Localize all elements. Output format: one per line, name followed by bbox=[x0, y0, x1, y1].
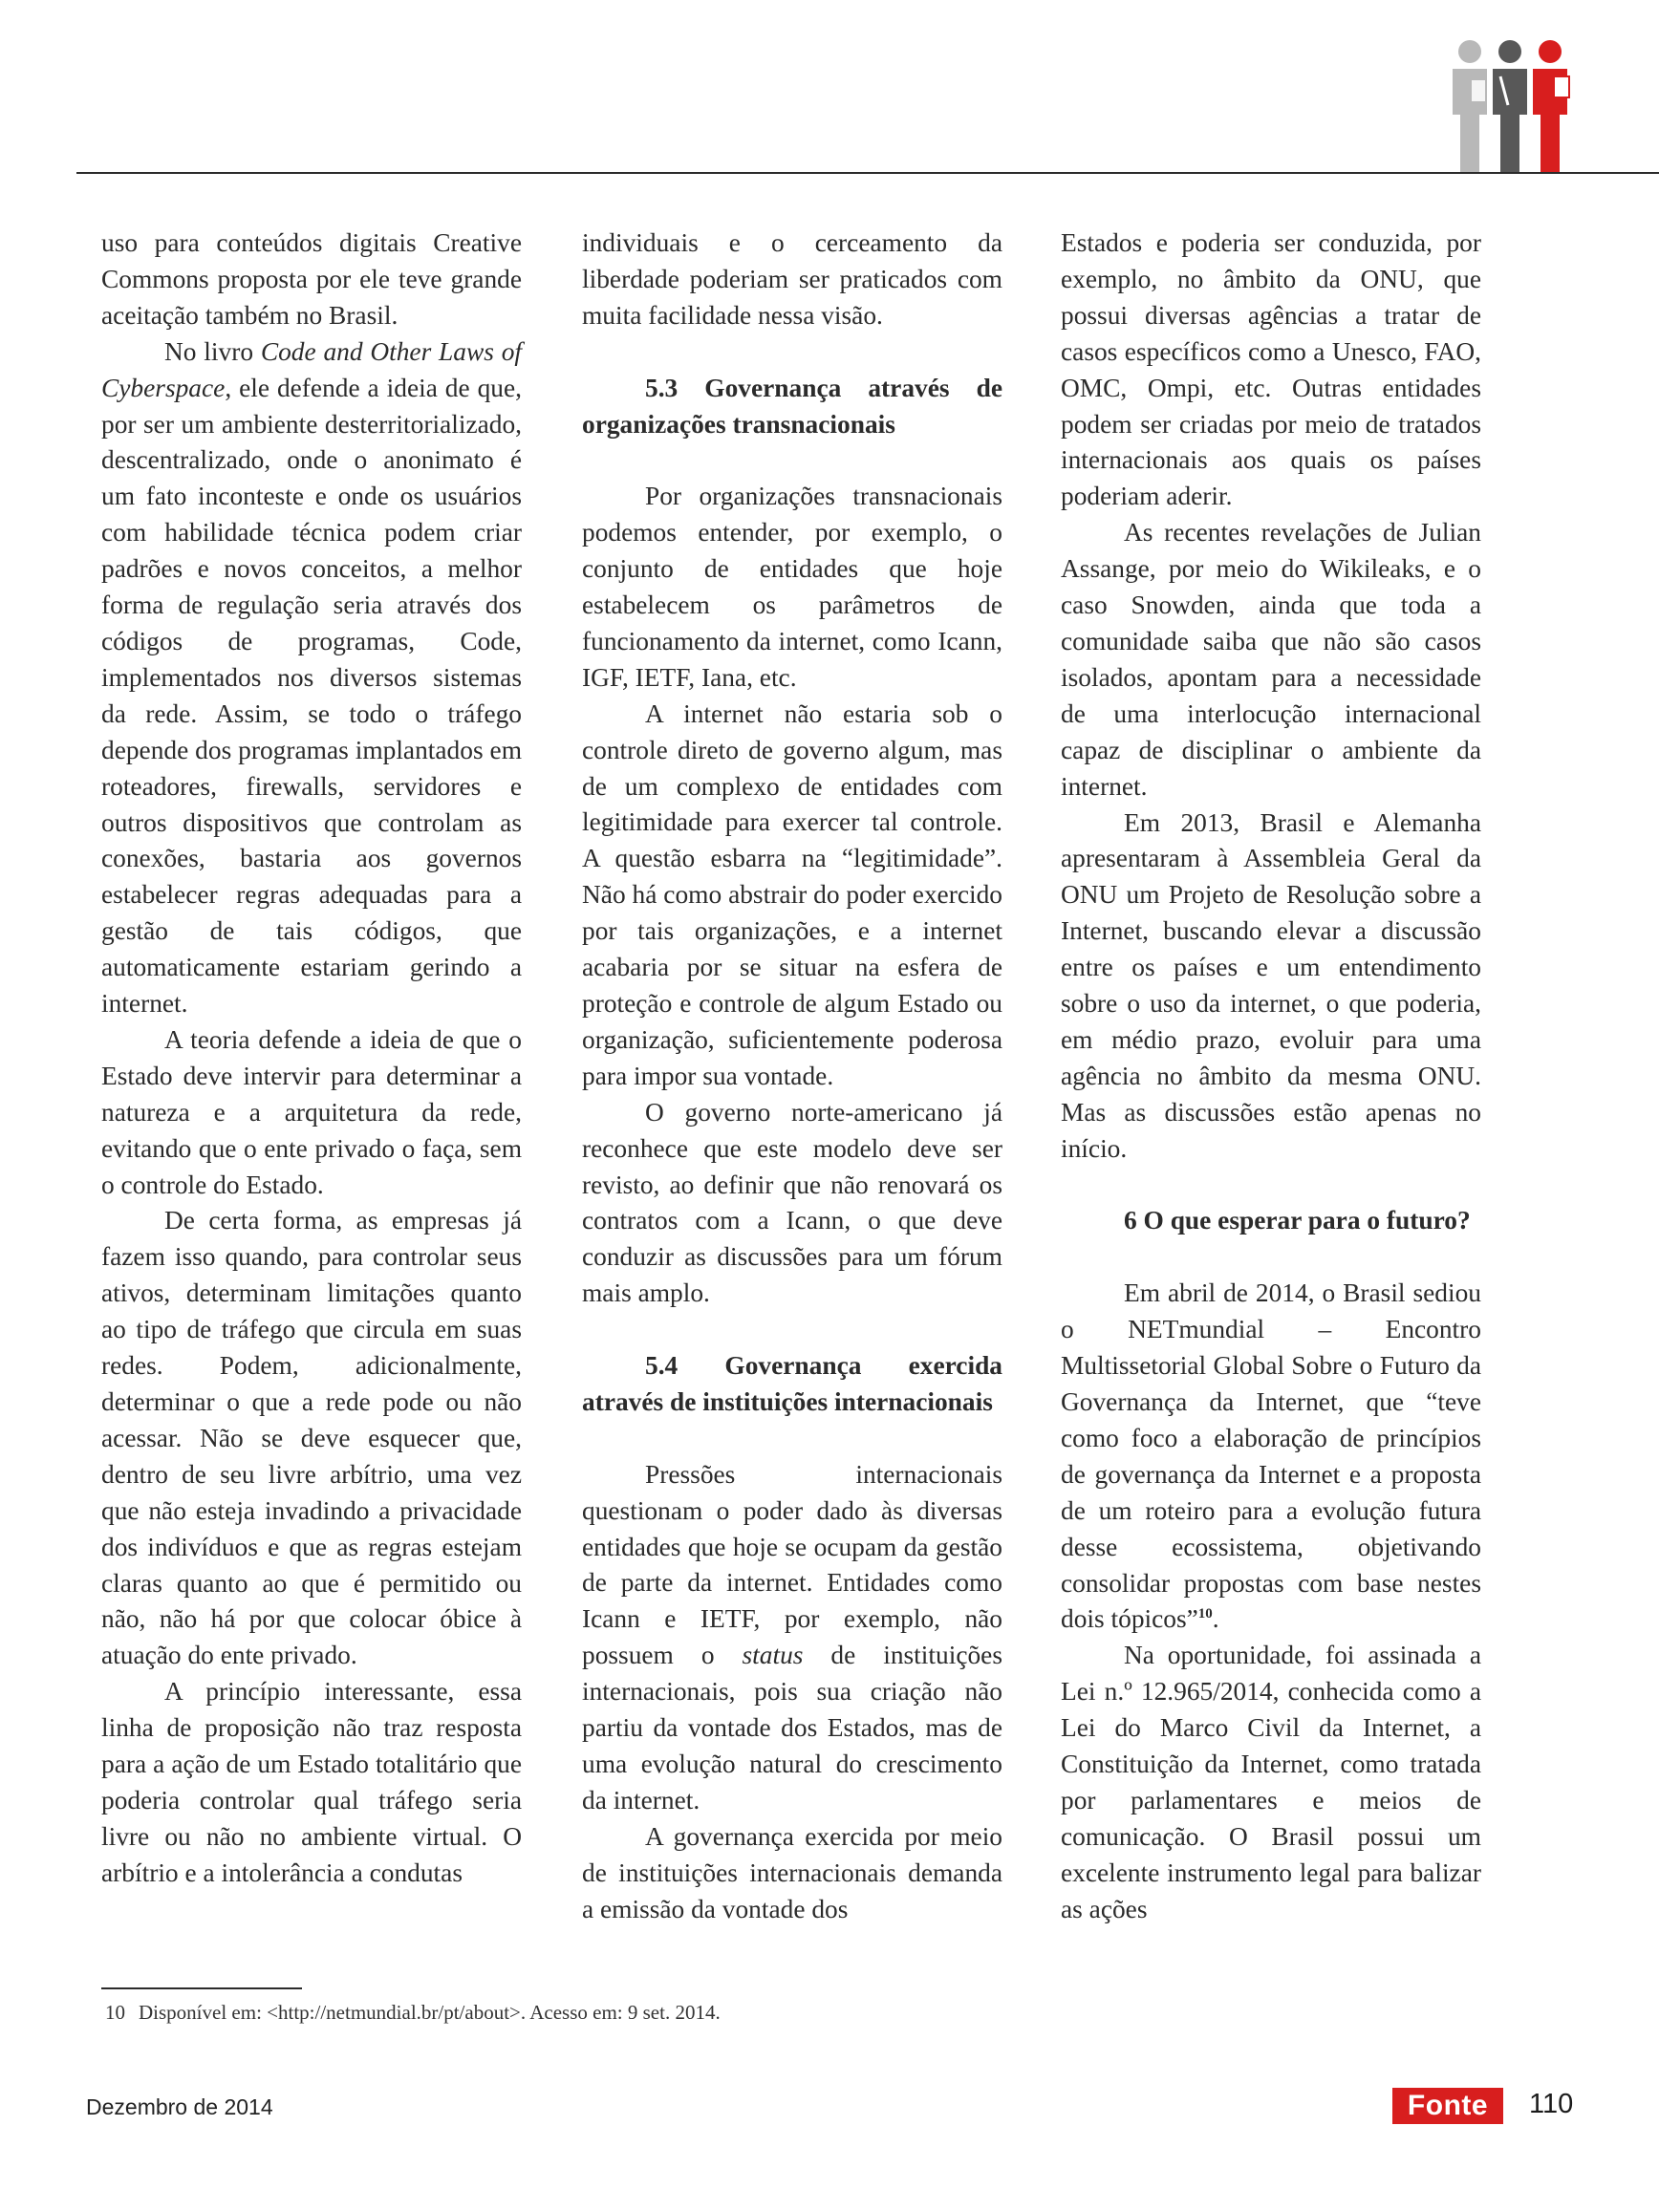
section-heading: 6 O que esperar para o futuro? bbox=[1124, 1206, 1471, 1235]
paragraph: A internet não estaria sob o controle direto de governo algum, mas de um complexo de entidades com legitimidade para exercer tal controle. A questão esbarra na “legitimidade”. Não há como abstrair do poder exercido por tais organizações, e a internet acabaria por se situar na esfera de proteção e controle de algum Estado ou organização, suficientemente poderosa para impor sua vontade. bbox=[582, 698, 1002, 1090]
header-rule bbox=[76, 172, 1659, 174]
paragraph: Em 2013, Brasil e Alemanha apresentaram à Assembleia Geral da ONU um Projeto de Resolução sobre a Internet, buscando elevar a discussão entre os países e um entendimento sobre o uso da internet, o que poderia, em médio prazo, evoluir para uma agência no âmbito da mesma ONU. Mas as discussões estão apenas no início. bbox=[1061, 807, 1481, 1163]
footnote-reference[interactable]: 10 bbox=[1197, 1606, 1213, 1622]
paragraph: A governança exercida por meio de instituições internacionais demanda a emissão da vontade dos bbox=[582, 1821, 1002, 1923]
paragraph: A teoria defende a ideia de que o Estado deve intervir para determinar a natureza e a arquitetura da rede, evitando que o ente privado o faça, sem o controle do Estado. bbox=[101, 1024, 522, 1199]
text-column-3 bbox=[1061, 225, 1481, 1928]
paragraph: A princípio interessante, essa linha de proposição não traz resposta para a ação de um Estado totalitário que poderia controlar qual tráfego seria livre ou não no ambiente virtual. O arbítrio e a intolerância a condutas bbox=[101, 1677, 522, 1887]
footnote-number: 10 bbox=[105, 2001, 125, 2024]
paragraph: individuais e o cerceamento da liberdade poderiam ser praticados com muita facilidade nessa visão. bbox=[582, 228, 1002, 330]
book-title: Code and Other Laws of Cyberspace bbox=[101, 336, 523, 402]
footnote-text: Disponível em: <http://netmundial.br/pt/about>. Acesso em: 9 set. 2014. bbox=[139, 2001, 721, 2024]
section-heading: 5.3 Governança através de organizações transnacionais bbox=[582, 373, 1002, 439]
footnote-rule bbox=[101, 1987, 302, 1989]
paragraph: O governo norte-americano já reconhece que este modelo deve ser revisto, ao definir que não renovará os contratos com a Icann, o que deve conduzir as discussões para um fórum mais amplo. bbox=[582, 1097, 1002, 1308]
paragraph: uso para conteúdos digitais Creative Commons proposta por ele teve grande aceitação também no Brasil. bbox=[101, 228, 522, 330]
section-heading: 5.4 Governança exercida através de instituições internacionais bbox=[582, 1351, 1002, 1416]
page-number: 110 bbox=[1529, 2089, 1574, 2119]
paragraph: Em abril de 2014, o Brasil sediou o NETmundial – Encontro Multissetorial Global Sobre o Futuro da Governança da Internet, que “teve como foco a elaboração de princípios de governança da Internet e a proposta de um roteiro para a evolução futura desse ecossistema, objetivando consolidar propostas com base nestes dois tópicos”$^{10}$. bbox=[1061, 1278, 1481, 1634]
footnote bbox=[105, 2001, 721, 2025]
paragraph: Por organizações transnacionais podemos entender, por exemplo, o conjunto de entidades que hoje estabelecem os parâmetros de funcionamento da internet, como Icann, IGF, IETF, Iana, etc. bbox=[582, 482, 1002, 692]
paragraph: No livro Code and Other Laws of Cyberspace, ele defende a ideia de que, por ser um ambiente desterritorializado, descentralizado, onde o anonimato é um fato inconteste e onde os usuários com habilidade técnica podem criar padrões e novos conceitos, a melhor forma de regulação seria através dos códigos de programas, Code, implementados nos diversos sistemas da rede. Assim, se todo o tráfego depende dos programas implantados em roteadores, firewalls, servidores e outros dispositivos que controlam as conexões, bastaria aos governos estabelecer regras adequadas para a gestão de tais códigos, que automaticamente estariam gerindo a internet. bbox=[101, 336, 523, 1019]
text-column-1 bbox=[101, 225, 522, 1892]
issue-date: Dezembro de 2014 bbox=[86, 2094, 273, 2119]
paragraph: Estados e poderia ser conduzida, por exemplo, no âmbito da ONU, que possui diversas agências a tratar de casos específicos como a Unesco, FAO, OMC, Ompi, etc. Outras entidades podem ser criadas por meio de tratados internacionais aos quais os países poderiam aderir. bbox=[1061, 228, 1481, 511]
paragraph: As recentes revelações de Julian Assange, por meio do Wikileaks, e o caso Snowden, ainda que toda a comunidade saiba que não são casos isolados, apontam para a necessidade de uma interlocução internacional capaz de disciplinar o ambiente da internet. bbox=[1061, 518, 1481, 801]
paragraph: De certa forma, as empresas já fazem isso quando, para controlar seus ativos, determinam limitações quanto ao tipo de tráfego que circula em suas redes. Podem, adicionalmente, determinar o que a rede pode ou não acessar. Não se deve esquecer que, dentro de seu livre arbítrio, uma vez que não esteja invadindo a privacidade dos indivíduos e que as regras estejam claras quanto ao que é permitido ou não, não há por que colocar óbice à atuação do ente privado. bbox=[101, 1206, 522, 1670]
brand-logo: Fonte bbox=[1392, 2088, 1503, 2124]
paragraph: Na oportunidade, foi assinada a Lei n.º 12.965/2014, conhecida como a Lei do Marco Civil da Internet, a Constituição da Internet, como tratada por parlamentares e meios de comunicação. O Brasil possui um excelente instrumento legal para balizar as ações bbox=[1061, 1641, 1481, 1923]
text-column-2 bbox=[582, 225, 1002, 1928]
paragraph: Pressões internacionais questionam o poder dado às diversas entidades que hoje se ocupam da gestão de parte da internet. Entidades como Icann e IETF, por exemplo, não possuem o status de instituições internacionais, pois sua criação não partiu da vontade dos Estados, mas de uma evolução natural do crescimento da internet. bbox=[582, 1459, 1002, 1815]
people-logo-icon bbox=[1443, 38, 1586, 172]
